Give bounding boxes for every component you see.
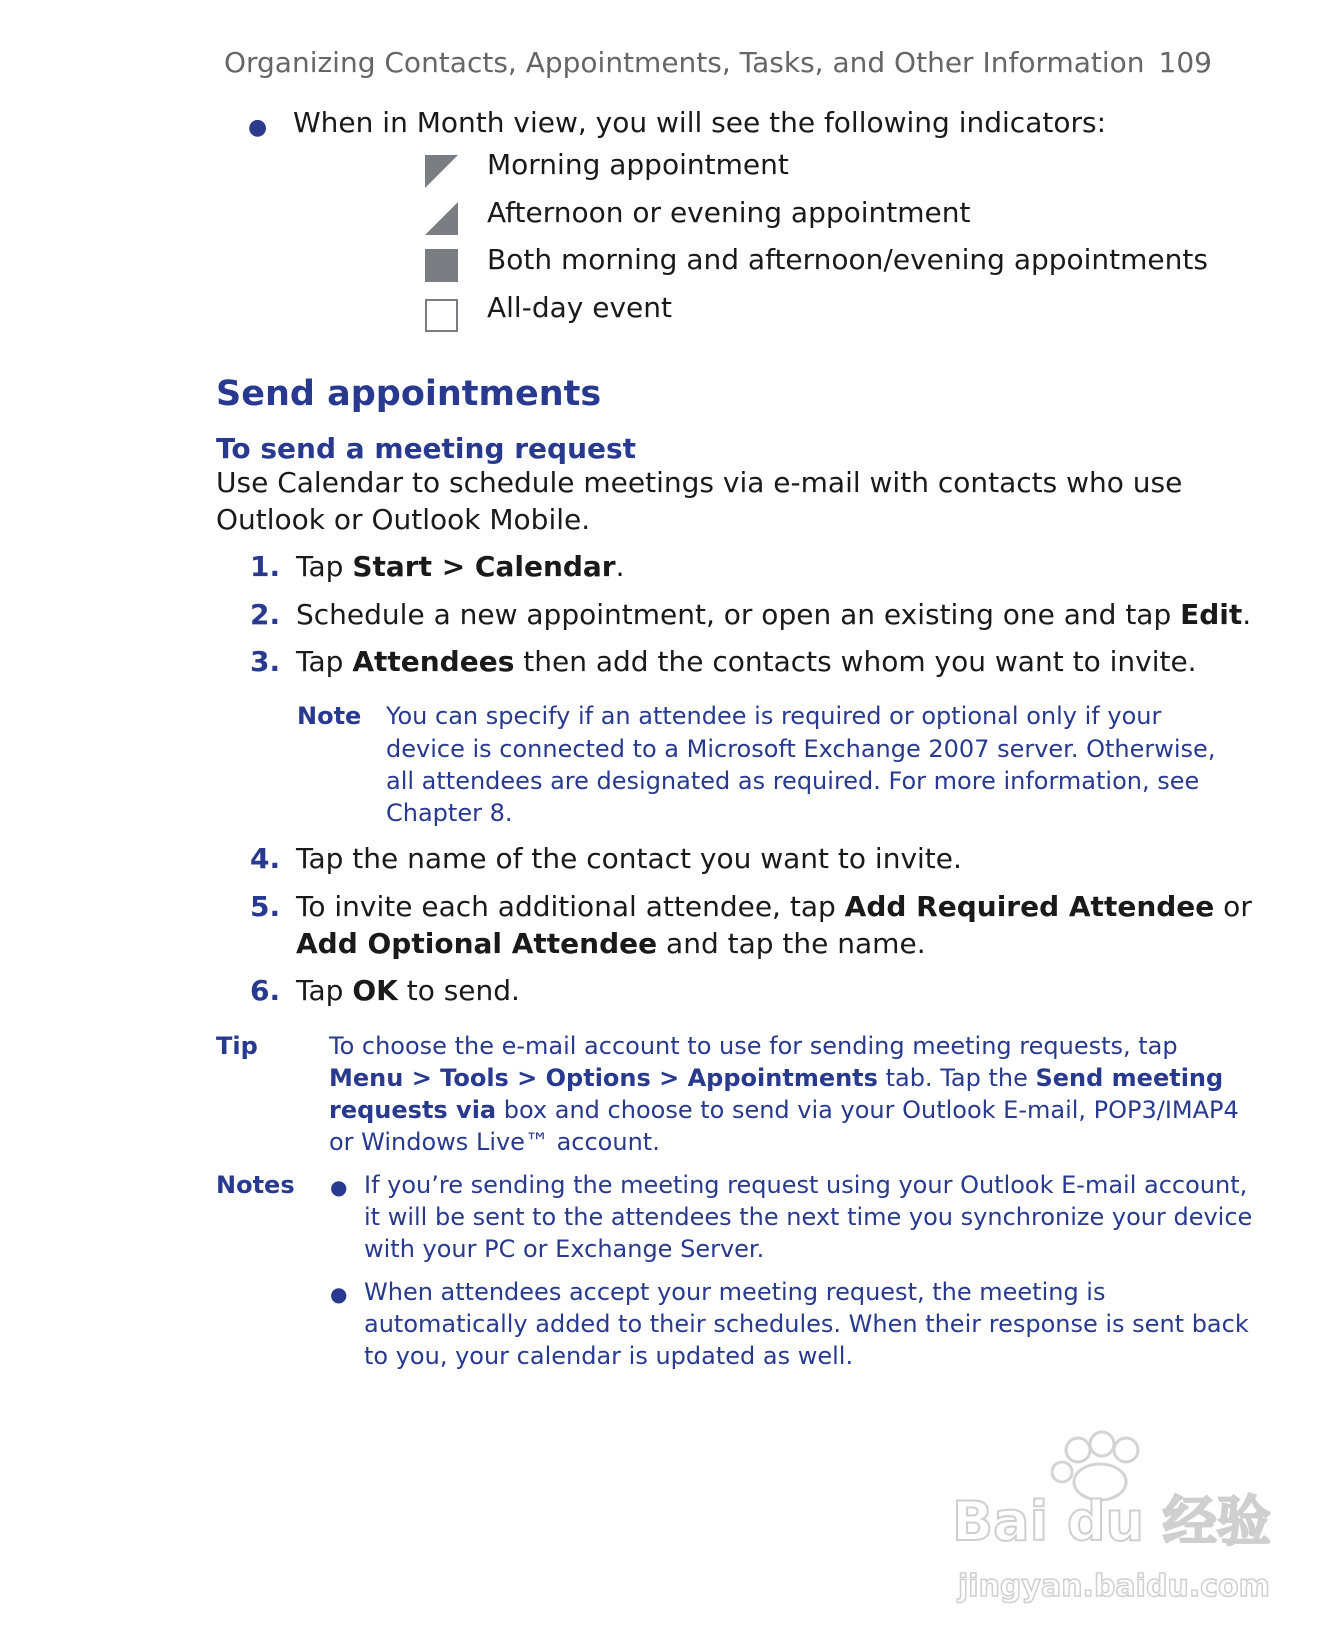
step-text: Tap Attendees then add the contacts whom you want to invite.	[296, 645, 1197, 678]
notes-line: automatically added to their schedules. When their response is sent back	[364, 1310, 1249, 1338]
tip-label: Tip	[216, 1032, 258, 1060]
page-number: 109	[1158, 46, 1212, 79]
step-text: To invite each additional attendee, tap Add Required Attendee or	[296, 890, 1252, 923]
empty-square-icon	[425, 299, 458, 332]
tip-line: requests via box and choose to send via your Outlook E-mail, POP3/IMAP4	[329, 1096, 1239, 1124]
step-number: 5.	[250, 890, 281, 923]
notes-line: to you, your calendar is updated as well.	[364, 1342, 854, 1370]
description-line-2: Outlook or Outlook Mobile.	[216, 503, 591, 536]
notes-line: with your PC or Exchange Server.	[364, 1235, 765, 1263]
step-number: 2.	[250, 598, 281, 631]
subsection-title: To send a meeting request	[216, 432, 637, 465]
notes-line: When attendees accept your meeting request, the meeting is	[364, 1278, 1106, 1306]
step-number: 4.	[250, 842, 281, 875]
page-header	[224, 46, 1212, 79]
notes-line: If you’re sending the meeting request using your Outlook E-mail account,	[364, 1171, 1248, 1199]
indicator-label-both: Both morning and afternoon/evening appointments	[487, 243, 1208, 276]
notes-label: Notes	[216, 1171, 295, 1199]
note-line: device is connected to a Microsoft Exchange 2007 server. Otherwise,	[386, 735, 1216, 763]
intro-text: When in Month view, you will see the following indicators:	[293, 106, 1106, 139]
filled-square-icon	[425, 249, 458, 282]
afternoon-triangle-icon	[425, 202, 458, 235]
indicator-label-morning: Morning appointment	[487, 148, 789, 181]
step-text: Tap OK to send.	[296, 974, 520, 1007]
indicator-label-afternoon: Afternoon or evening appointment	[487, 196, 971, 229]
step-number: 1.	[250, 550, 281, 583]
watermark-brand: Bai du 经验	[952, 1490, 1271, 1553]
tip-line: Menu > Tools > Options > Appointments tab. Tap the Send meeting	[329, 1064, 1224, 1092]
step-text-continued: Add Optional Attendee and tap the name.	[296, 927, 926, 960]
tip-line: To choose the e-mail account to use for sending meeting requests, tap	[329, 1032, 1178, 1060]
bullet-icon: ●	[330, 1282, 348, 1306]
note-label: Note	[297, 702, 362, 730]
bullet-icon: ●	[330, 1175, 348, 1199]
indicator-label-allday: All-day event	[487, 291, 672, 324]
description-line-1: Use Calendar to schedule meetings via e-mail with contacts who use	[216, 466, 1183, 499]
header-title: Organizing Contacts, Appointments, Tasks, and Other Information	[223, 46, 1145, 79]
step-text: Tap Start > Calendar.	[296, 550, 625, 583]
watermark-url: jingyan.baidu.com	[958, 1569, 1270, 1604]
step-number: 3.	[250, 645, 281, 678]
tip-line: or Windows Live™ account.	[329, 1128, 660, 1156]
step-text: Tap the name of the contact you want to invite.	[296, 842, 962, 875]
bullet-icon: ●	[248, 115, 268, 140]
section-title: Send appointments	[216, 374, 602, 414]
note-line: You can specify if an attendee is required or optional only if your	[386, 702, 1162, 730]
step-text: Schedule a new appointment, or open an existing one and tap Edit.	[296, 598, 1252, 631]
step-number: 6.	[250, 974, 281, 1007]
note-line: Chapter 8.	[386, 799, 513, 827]
baidu-watermark-logo	[950, 1420, 1280, 1610]
notes-line: it will be sent to the attendees the next time you synchronize your device	[364, 1203, 1253, 1231]
note-line: all attendees are designated as required. For more information, see	[386, 767, 1200, 795]
morning-triangle-icon	[425, 155, 458, 188]
